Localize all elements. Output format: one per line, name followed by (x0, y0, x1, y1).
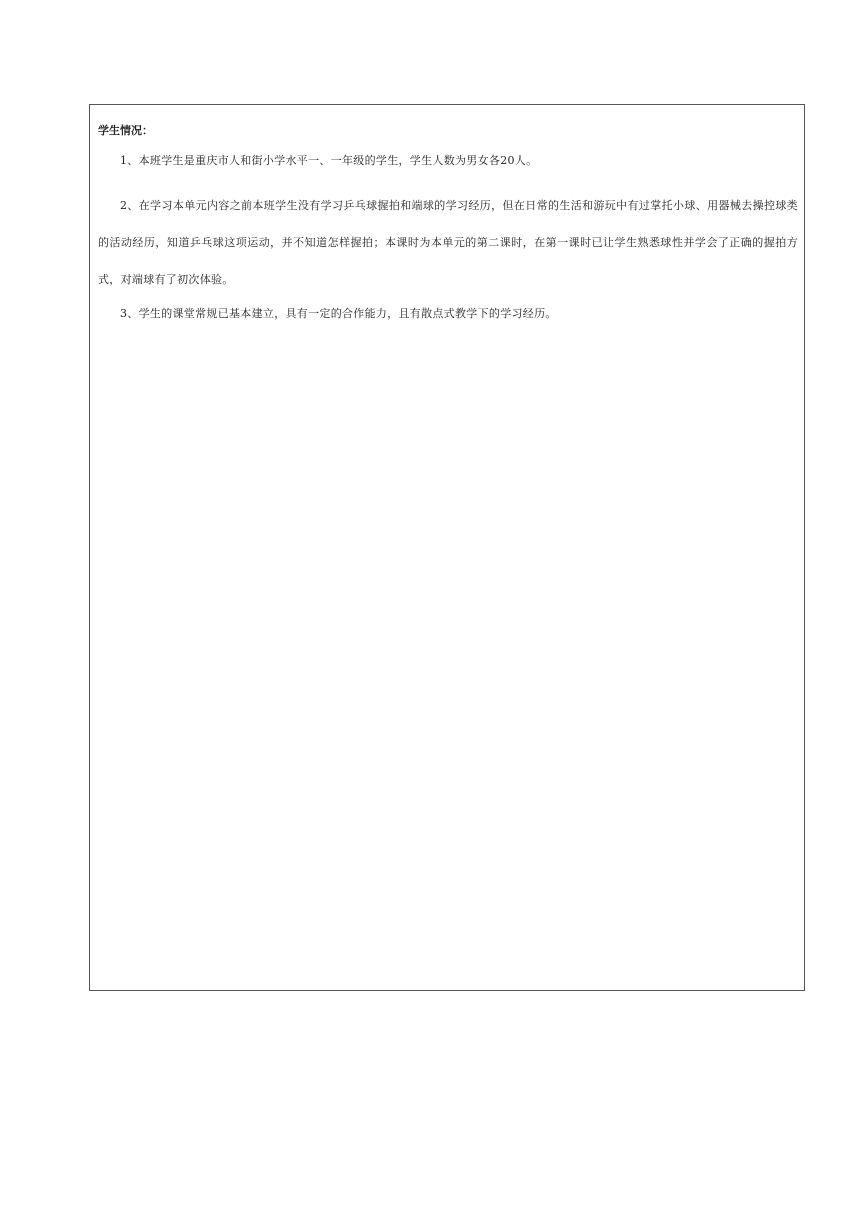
paragraph-2: 2、在学习本单元内容之前本班学生没有学习乒乓球握拍和端球的学习经历，但在日常的生活和游玩中有过掌托小球、用器械去操控球类的活动经历，知道乒乓球这项运动，并不知道怎样握拍；本课时为本单元的第二课时，在第一课时已让学生熟悉球性并学会了正确的握拍方式，对端球有了初次体验。 (98, 199, 798, 286)
paragraph-3: 3、学生的课堂常规已基本建立，具有一定的合作能力，且有散点式教学下的学习经历。 (120, 307, 557, 320)
table-cell-frame (89, 104, 805, 991)
cell-content (98, 121, 798, 324)
section-heading: 学生情况： (98, 124, 153, 137)
paragraph-1: 1、本班学生是重庆市人和街小学水平一、一年级的学生，学生人数为男女各20人。 (120, 154, 538, 167)
